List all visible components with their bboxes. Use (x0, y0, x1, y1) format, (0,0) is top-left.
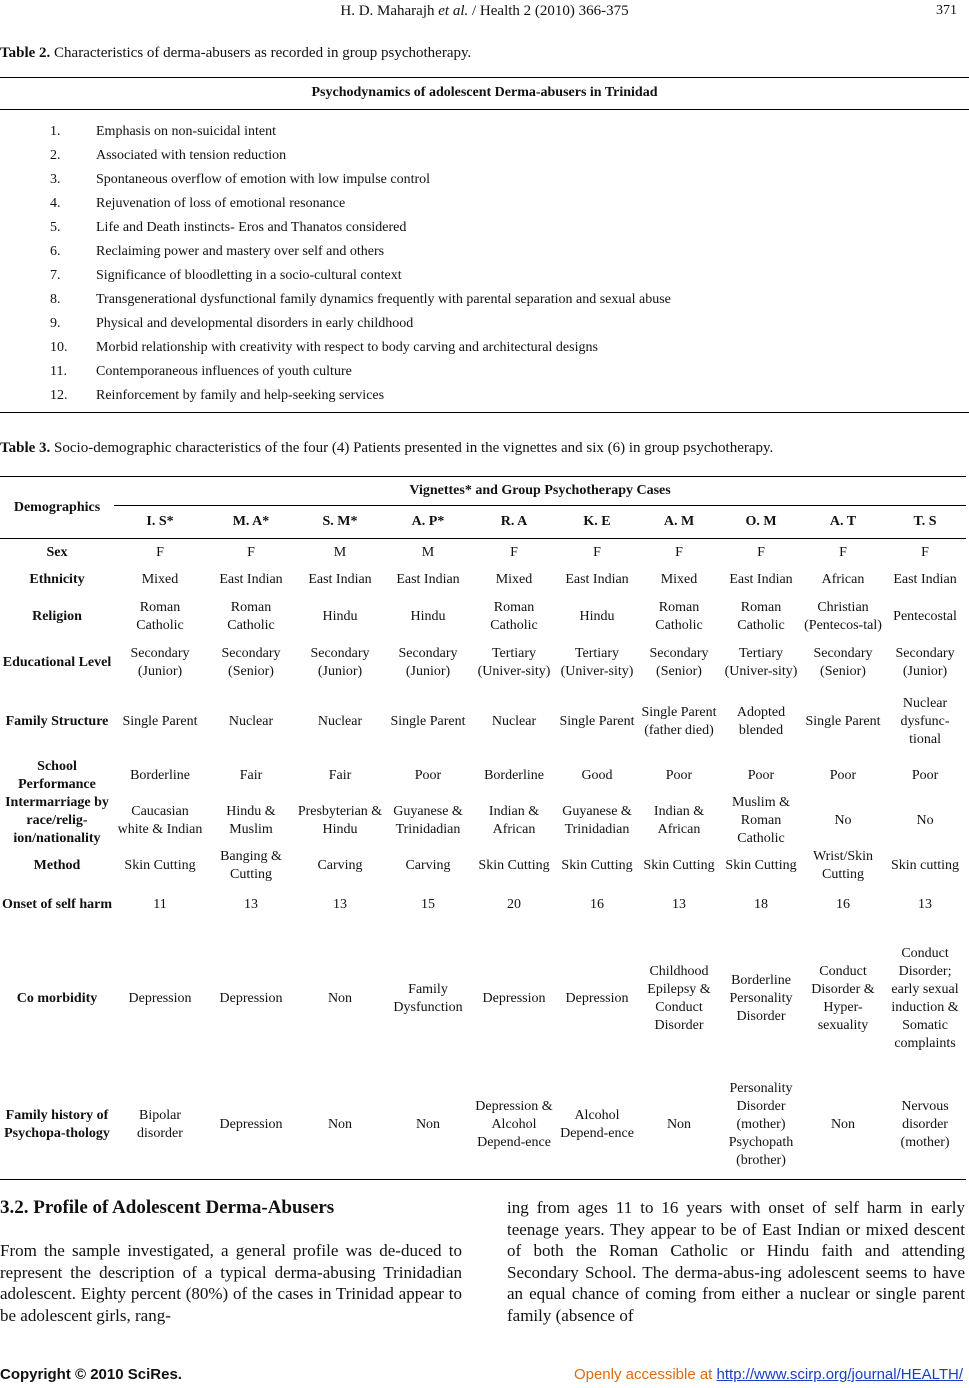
table-cell: Carving (405, 857, 451, 873)
table-cell: Roman Catholic (136, 599, 184, 633)
list-item-number: 12. (50, 388, 68, 403)
list-item (50, 120, 960, 144)
table-cell: F (156, 544, 164, 560)
table3-column-header: A. T (802, 506, 884, 539)
table3-caption (0, 440, 773, 457)
table-cell: Non (384, 1072, 472, 1180)
list-item-text: Rejuvenation of loss of emotional resonance (96, 196, 346, 211)
table3-column-header: A. P* (384, 506, 472, 539)
table2-caption-label: Table 2. (0, 45, 51, 61)
table3-column-header: R. A (472, 506, 556, 539)
table3-row-label: Intermarriage by race/relig-ion/nationality (5, 794, 109, 846)
table3-column-header: K. E (556, 506, 638, 539)
list-item-text: Transgenerational dysfunctional family dynamics frequently with parental separation and sexual abuse (96, 292, 671, 307)
table-cell: Borderline (130, 767, 190, 783)
table-cell: 13 (672, 896, 686, 912)
table-cell: Tertiary (Univer-sity) (477, 645, 551, 679)
table-cell: Conduct Disorder & Hyper-sexuality (811, 963, 875, 1033)
table-cell: African (821, 572, 865, 587)
table-cell: Presbyterian & Hindu (297, 803, 383, 837)
table2-header-rule (0, 109, 969, 110)
table-cell: Childhood Epilepsy & Conduct Disorder (647, 963, 711, 1033)
table-cell: 20 (507, 896, 521, 912)
table-cell: Non (296, 1072, 384, 1180)
table-cell: Mixed (495, 572, 533, 587)
table-cell: Depression (128, 990, 192, 1006)
table-cell: Indian & African (488, 803, 540, 837)
table-cell: Depression (206, 1072, 296, 1180)
table-cell: Secondary (Senior) (649, 645, 709, 679)
table3-column-header: T. S (884, 506, 966, 539)
table-cell: Wrist/Skin Cutting (812, 848, 874, 882)
list-item (50, 384, 960, 408)
table-row (0, 758, 966, 794)
table3-row-label: Educational Level (2, 654, 112, 670)
table-cell: Borderline Personality Disorder (729, 972, 793, 1024)
list-item (50, 216, 960, 240)
table-cell: Skin cutting (891, 857, 960, 873)
table3 (0, 476, 966, 1180)
table2-caption-text: Characteristics of derma-abusers as recorded in group psychotherapy. (50, 45, 472, 61)
table-cell: Skin Cutting (643, 857, 715, 873)
list-item-number: 2. (50, 148, 61, 163)
table-row (0, 640, 966, 686)
table-row (0, 686, 966, 758)
list-item-number: 8. (50, 292, 61, 307)
table-cell: Poor (665, 767, 693, 783)
table-cell: Non (638, 1072, 720, 1180)
list-item-text: Reclaiming power and mastery over self and others (96, 244, 385, 259)
table-cell: Alcohol Depend-ence (556, 1072, 638, 1180)
table-cell: Non (327, 990, 353, 1006)
list-item-number: 10. (50, 340, 68, 355)
list-item (50, 240, 960, 264)
table-cell: Nervous disorder (mother) (884, 1072, 966, 1180)
table-cell: Family Dysfunction (393, 981, 463, 1015)
table-cell: F (921, 544, 929, 560)
table-cell: Depression (219, 990, 283, 1006)
table2-bottom-rule (0, 412, 969, 413)
header-authors: H. D. Maharajh (340, 3, 435, 19)
table-row (0, 594, 966, 640)
table3-row-label: Co morbidity (16, 990, 98, 1006)
table-cell: Poor (414, 767, 442, 783)
page-number: 371 (936, 3, 957, 18)
table-cell: Single Parent (390, 713, 466, 729)
table-cell: 15 (421, 896, 435, 912)
table-cell: Hindu (410, 608, 446, 624)
list-item-text: Morbid relationship with creativity with respect to body carving and architectural designs (96, 340, 598, 355)
table2-list (50, 120, 960, 408)
table-cell: Poor (747, 767, 775, 783)
table-cell: Carving (317, 857, 363, 873)
table-cell: Secondary (Junior) (895, 645, 955, 679)
table-cell: Depression (565, 990, 629, 1006)
table-cell: Hindu (579, 608, 615, 624)
table-cell: Mixed (660, 572, 698, 587)
list-item-text: Reinforcement by family and help-seeking services (96, 388, 385, 403)
table3-row-label: Family history of Psychopa-thology (0, 1072, 114, 1180)
table-cell: Guyanese & Trinidadian (562, 803, 632, 837)
table-cell: Depression (482, 990, 546, 1006)
table-cell: Christian (Pentecos-tal) (804, 599, 882, 633)
table3-column-header: I. S* (114, 506, 206, 539)
table-cell: East Indian (219, 572, 283, 587)
table-cell: Roman Catholic (490, 599, 538, 633)
table3-row-label: Ethnicity (29, 572, 85, 587)
table3-column-header: A. M (638, 506, 720, 539)
section-heading: 3.2. Profile of Adolescent Derma-Abusers (0, 1197, 335, 1218)
list-item (50, 336, 960, 360)
table-cell: Secondary (Senior) (813, 645, 873, 679)
list-item-number: 5. (50, 220, 61, 235)
table-cell: Tertiary (Univer-sity) (560, 645, 634, 679)
table3-caption-text: Socio-demographic characteristics of the four (4) Patients presented in the vignettes and six (6) in group psychotherapy. (50, 440, 774, 456)
table3-body (0, 539, 966, 1180)
table-cell: Poor (911, 767, 939, 783)
table-cell: F (510, 544, 518, 560)
table-cell: 16 (590, 896, 604, 912)
table-cell: Single Parent (805, 713, 881, 729)
table-cell: Secondary (Junior) (130, 645, 190, 679)
table-cell: F (247, 544, 255, 560)
table-cell: Fair (328, 767, 352, 783)
table-cell: Hindu (322, 608, 358, 624)
footer-journal-link[interactable]: http://www.scirp.org/journal/HEALTH/ (716, 1366, 963, 1383)
table-cell: F (675, 544, 683, 560)
table-cell: Poor (829, 767, 857, 783)
table-cell: Secondary (Senior) (221, 645, 281, 679)
running-header (0, 3, 969, 20)
table-cell: 18 (754, 896, 768, 912)
table-cell: 16 (836, 896, 850, 912)
header-et-al: et al. (438, 3, 469, 19)
list-item (50, 264, 960, 288)
body-paragraph-left: From the sample investigated, a general profile was de-duced to represent the description of a typical derma-abusing Trinidadian adolescent. Eighty percent (80%) of the cases in Trinidad appear to be adolescent girls, rang- (0, 1241, 462, 1325)
table-cell: Fair (239, 767, 263, 783)
list-item-number: 3. (50, 172, 61, 187)
table3-corner-header: Demographics (0, 477, 114, 539)
table3-caption-label: Table 3. (0, 440, 51, 456)
list-item-text: Emphasis on non-suicidal intent (96, 124, 277, 139)
list-item-number: 7. (50, 268, 61, 283)
list-item-text: Significance of bloodletting in a socio-cultural context (96, 268, 402, 283)
table3-column-headers (0, 506, 966, 539)
table-cell: Tertiary (Univer-sity) (724, 645, 798, 679)
table-cell: M (421, 544, 435, 560)
table-cell: No (916, 812, 934, 828)
table3-row-label: School Performance (18, 758, 96, 792)
footer-access-text: Openly accessible at (573, 1366, 717, 1383)
table-cell: Good (581, 767, 613, 783)
table-cell: East Indian (396, 572, 460, 587)
body-paragraph-right: ing from ages 11 to 16 years with onset of self harm in early teenage years. They appear to be of East Indian or mixed descent of both the Roman Catholic or Hindu faith and attending Secondary School. The derma-abus-ing adolescent seems to have an equal chance of coming from either a nuclear or single parent family (absence of (507, 1198, 965, 1325)
list-item (50, 288, 960, 312)
list-item-text: Spontaneous overflow of emotion with low impulse control (96, 172, 431, 187)
table-cell: Single Parent (122, 713, 198, 729)
list-item-text: Associated with tension reduction (96, 148, 287, 163)
table3-group-header: Vignettes* and Group Psychotherapy Cases (114, 477, 966, 506)
table-cell: Muslim & Roman Catholic (732, 794, 790, 846)
table-cell: Non (802, 1072, 884, 1180)
table3-column-header: M. A* (206, 506, 296, 539)
table-cell: F (757, 544, 765, 560)
table2-caption (0, 45, 471, 62)
table-cell: Nuclear dysfunc-tional (900, 695, 950, 747)
table-cell: Personality Disorder (mother) Psychopath (brother) (720, 1072, 802, 1180)
table-cell: Single Parent (father died) (641, 704, 717, 738)
table-cell: F (593, 544, 601, 560)
table-cell: Borderline (484, 767, 544, 783)
table-cell: Skin Cutting (478, 857, 550, 873)
list-item-text: Physical and developmental disorders in early childhood (96, 316, 414, 331)
table-cell: Nuclear (491, 713, 537, 729)
list-item-text: Life and Death instincts- Eros and Thanatos considered (96, 220, 407, 235)
table-cell: Roman Catholic (737, 599, 785, 633)
table-row (0, 567, 966, 594)
list-item (50, 144, 960, 168)
list-item-number: 9. (50, 316, 61, 331)
header-journal: / Health 2 (2010) 366-375 (472, 3, 629, 19)
list-item-number: 11. (50, 364, 67, 379)
table-cell: No (834, 812, 852, 828)
table-cell: Skin Cutting (124, 857, 196, 873)
list-item-text: Contemporaneous influences of youth culture (96, 364, 352, 379)
footer-copyright: Copyright © 2010 SciRes. (0, 1366, 182, 1383)
table-cell: 13 (333, 896, 347, 912)
table-row (0, 539, 966, 567)
table3-row-label: Method (33, 857, 81, 873)
table-cell: Mixed (141, 572, 179, 587)
list-item-number: 1. (50, 124, 61, 139)
table-cell: M (333, 544, 347, 560)
table-cell: Adopted blended (736, 704, 786, 738)
table2-heading: Psychodynamics of adolescent Derma-abusers in Trinidad (311, 85, 658, 100)
table-cell: Skin Cutting (725, 857, 797, 873)
table-row (0, 848, 966, 884)
table-cell: Pentecostal (893, 608, 957, 624)
list-item (50, 168, 960, 192)
table-cell: Bipolar disorder (114, 1072, 206, 1180)
table-cell: Single Parent (559, 713, 635, 729)
table-cell: East Indian (565, 572, 629, 587)
table-cell: Hindu & Muslim (226, 803, 276, 837)
table-cell: 13 (244, 896, 258, 912)
table-cell: Caucasian white & Indian (117, 803, 203, 837)
table-cell: East Indian (729, 572, 793, 587)
table3-row-label: Onset of self harm (1, 896, 113, 912)
table-cell: Skin Cutting (561, 857, 633, 873)
table3-row-label: Family Structure (5, 713, 109, 729)
table-cell: Banging & Cutting (220, 848, 282, 882)
table-cell: 13 (918, 896, 933, 912)
table-row (0, 926, 966, 1072)
table-cell: 11 (153, 896, 167, 912)
table-cell: Nuclear (228, 713, 274, 729)
table-cell: Indian & African (653, 803, 705, 837)
table-cell: East Indian (893, 572, 957, 587)
table-cell: F (839, 544, 847, 560)
table-row (0, 884, 966, 926)
table3-column-header: O. M (720, 506, 802, 539)
list-item-number: 6. (50, 244, 61, 259)
table3-row-label: Religion (32, 608, 82, 624)
table-cell: Secondary (Junior) (398, 645, 458, 679)
table-cell: Nuclear (317, 713, 363, 729)
list-item (50, 312, 960, 336)
table-row (0, 1072, 966, 1180)
footer-access (574, 1366, 963, 1383)
table-cell: Depression & Alcohol Depend-ence (472, 1072, 556, 1180)
table-cell: Secondary (Junior) (310, 645, 370, 679)
table-cell: Roman Catholic (655, 599, 703, 633)
table-cell: Guyanese & Trinidadian (393, 803, 463, 837)
table3-column-header: S. M* (296, 506, 384, 539)
table-cell: Roman Catholic (227, 599, 275, 633)
table-row (0, 794, 966, 848)
table-cell: East Indian (308, 572, 372, 587)
list-item (50, 360, 960, 384)
table2-top-rule (0, 77, 969, 78)
list-item-number: 4. (50, 196, 61, 211)
list-item (50, 192, 960, 216)
table-cell: Conduct Disorder; early sexual induction & Somatic complaints (891, 945, 959, 1051)
table3-row-label: Sex (46, 544, 68, 560)
